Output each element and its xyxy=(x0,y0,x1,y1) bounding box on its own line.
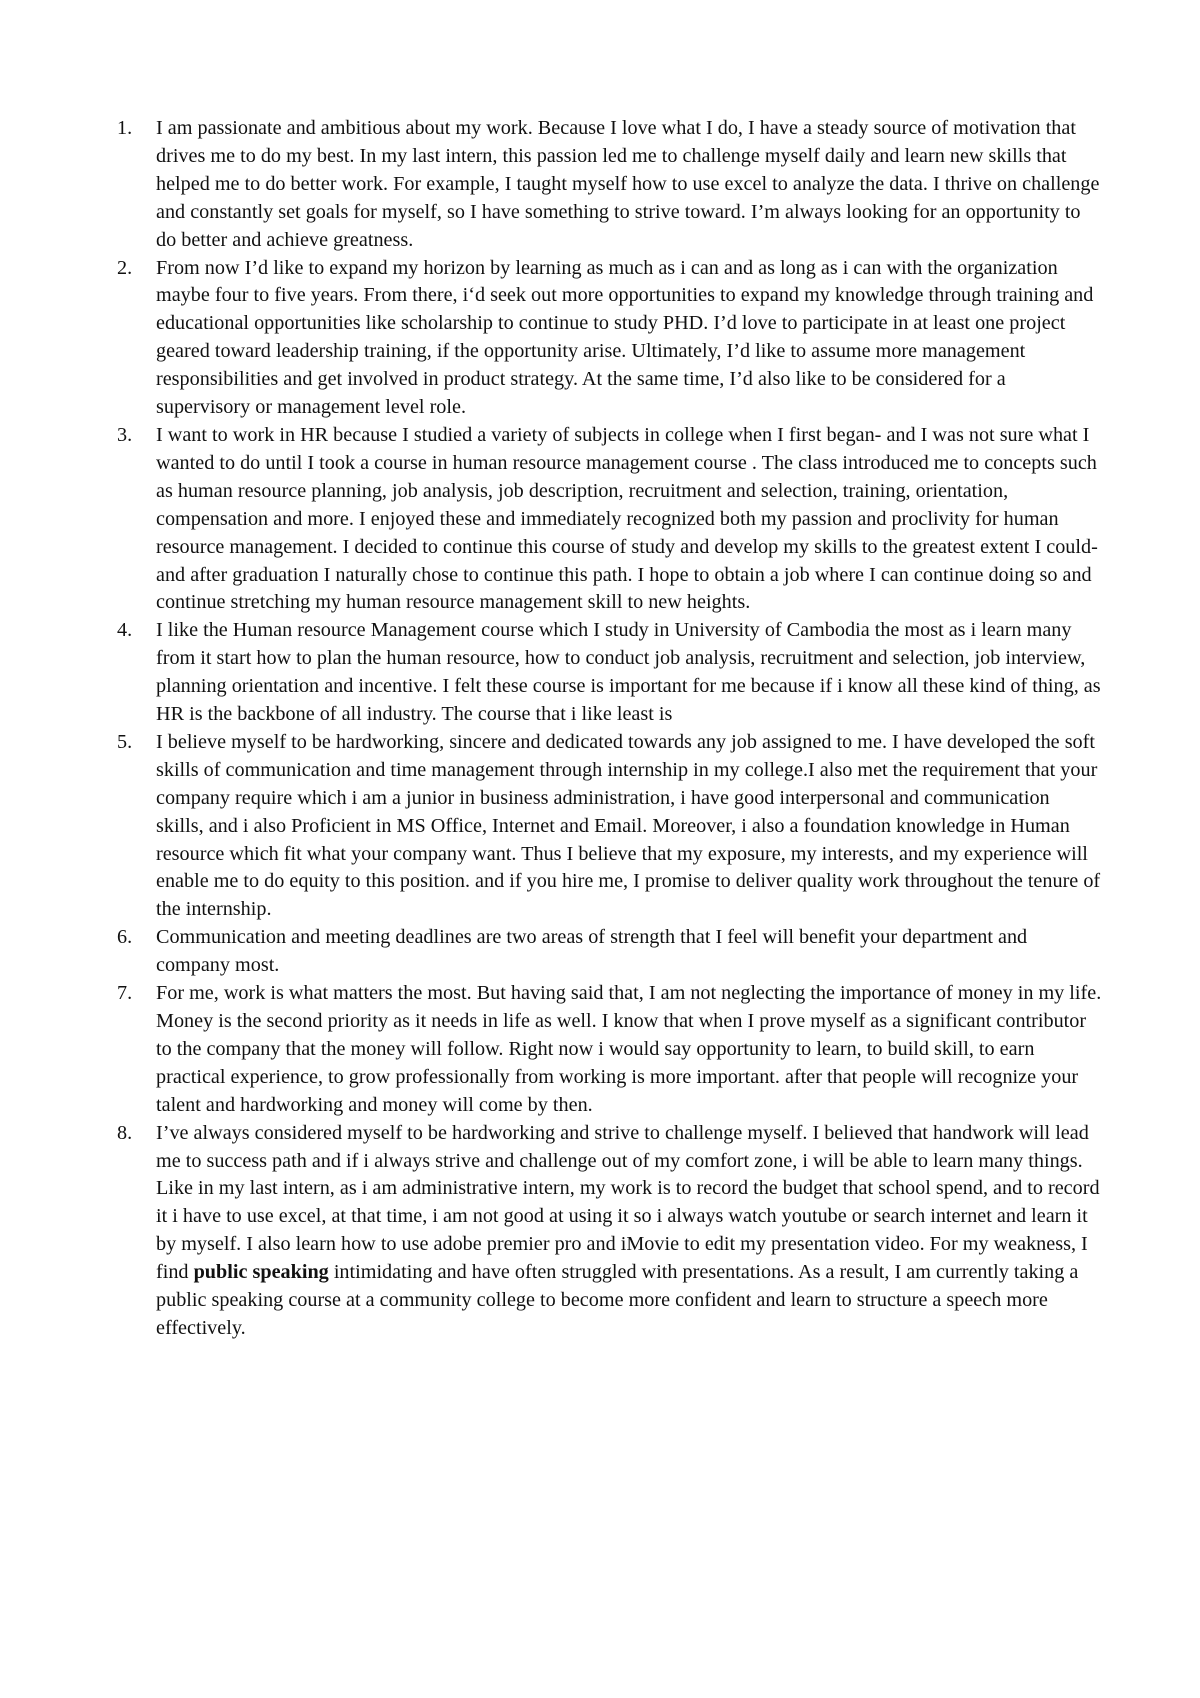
list-item-3 xyxy=(117,422,1102,617)
item-number: 8. xyxy=(117,1121,133,1144)
list-item-7 xyxy=(117,980,1102,1120)
item-text: I want to work in HR because I studied a variety of subjects in college when I first began- and I was not sure what I wanted to do until I took a course in human resource management course . The class introduced me to concepts such as human resource planning, job analysis, job description, recruitment and selection, training, orientation, compensation and more. I enjoyed these and immediately recognized both my passion and proclivity for human resource management. I decided to continue this course of study and develop my skills to the greatest extent I could- and after graduation I naturally chose to continue this path. I hope to obtain a job where I can continue doing so and continue stretching my human resource management skill to new heights. xyxy=(156,423,1098,614)
list-item-5 xyxy=(117,729,1102,924)
list-item-2 xyxy=(117,255,1102,422)
item-number: 4. xyxy=(117,619,133,642)
answers-list xyxy=(117,115,1102,1343)
item-text xyxy=(156,1120,1102,1343)
item-number: 6. xyxy=(117,926,133,949)
list-item-4 xyxy=(117,617,1102,729)
item-text: I am passionate and ambitious about my work. Because I love what I do, I have a steady source of motivation that drives me to do my best. In my last intern, this passion led me to challenge myself daily and learn new skills that helped me to do better work. For example, I taught myself how to use excel to analyze the data. I thrive on challenge and constantly set goals for myself, so I have something to strive toward. I’m always looking for an opportunity to do better and achieve greatness. xyxy=(156,117,1100,251)
list-item-1 xyxy=(117,115,1102,255)
item-text-before: I’ve always considered myself to be hardworking and strive to challenge myself. I believed that handwork will lead me to success path and if i always strive and challenge out of my comfort zone, i will be able to learn many things. Like in my last intern, as i am administrative intern, my work is to record the budget that school spend, and to record it i have to use excel, at that time, i am not good at using it so i always watch youtube or search internet and learn it by myself. I also learn how to use adobe premier pro and iMovie to edit my presentation video. For my weakness, I find xyxy=(156,1121,1100,1284)
item-text: I believe myself to be hardworking, sincere and dedicated towards any job assigned to me. I have developed the soft skills of communication and time management through internship in my college.I also met the requirement that your company require which i am a junior in business administration, i have good interpersonal and communication skills, and i also Proficient in MS Office, Internet and Email. Moreover, i also a foundation knowledge in Human resource which fit what your company want. Thus I believe that my exposure, my interests, and my experience will enable me to do equity to this position. and if you hire me, I promise to deliver quality work throughout the tenure of the internship. xyxy=(156,730,1101,921)
item-text: From now I’d like to expand my horizon by learning as much as i can and as long as i can with the organization maybe four to five years. From there, i‘d seek out more opportunities to expand my knowledge through training and educational opportunities like scholarship to continue to study PHD. I’d love to participate in at least one project geared toward leadership training, if the opportunity arise. Ultimately, I’d like to assume more management responsibilities and get involved in product strategy. At the same time, I’d also like to be considered for a supervisory or management level role. xyxy=(156,256,1094,419)
bold-phrase: public speaking xyxy=(193,1261,329,1284)
item-number: 3. xyxy=(117,423,133,446)
item-text: Communication and meeting deadlines are two areas of strength that I feel will benefit your department and company most. xyxy=(156,926,1028,977)
item-text-after: intimidating and have often struggled with presentations. As a result, I am currently taking a public speaking course at a community college to become more confident and learn to structure a speech more effectively. xyxy=(156,1261,1079,1339)
item-text: For me, work is what matters the most. But having said that, I am not neglecting the importance of money in my life. Money is the second priority as it needs in life as well. I know that when I prove myself as a significant contributor to the company that the money will follow. Right now i would say opportunity to learn, to build skill, to earn practical experience, to grow professionally from working is more important. after that people will recognize your talent and hardworking and money will come by then. xyxy=(156,982,1102,1116)
item-text: I like the Human resource Management course which I study in University of Cambodia the most as i learn many from it start how to plan the human resource, how to conduct job analysis, recruitment and selection, job interview, planning orientation and incentive. I felt these course is important for me because if i know all these kind of thing, as HR is the backbone of all industry. The course that i like least is xyxy=(156,619,1101,726)
list-item-6 xyxy=(117,924,1102,980)
item-number: 5. xyxy=(117,730,133,753)
item-number: 1. xyxy=(117,117,133,139)
item-number: 2. xyxy=(117,256,133,279)
item-number: 7. xyxy=(117,982,133,1005)
list-item-8 xyxy=(117,1120,1102,1343)
